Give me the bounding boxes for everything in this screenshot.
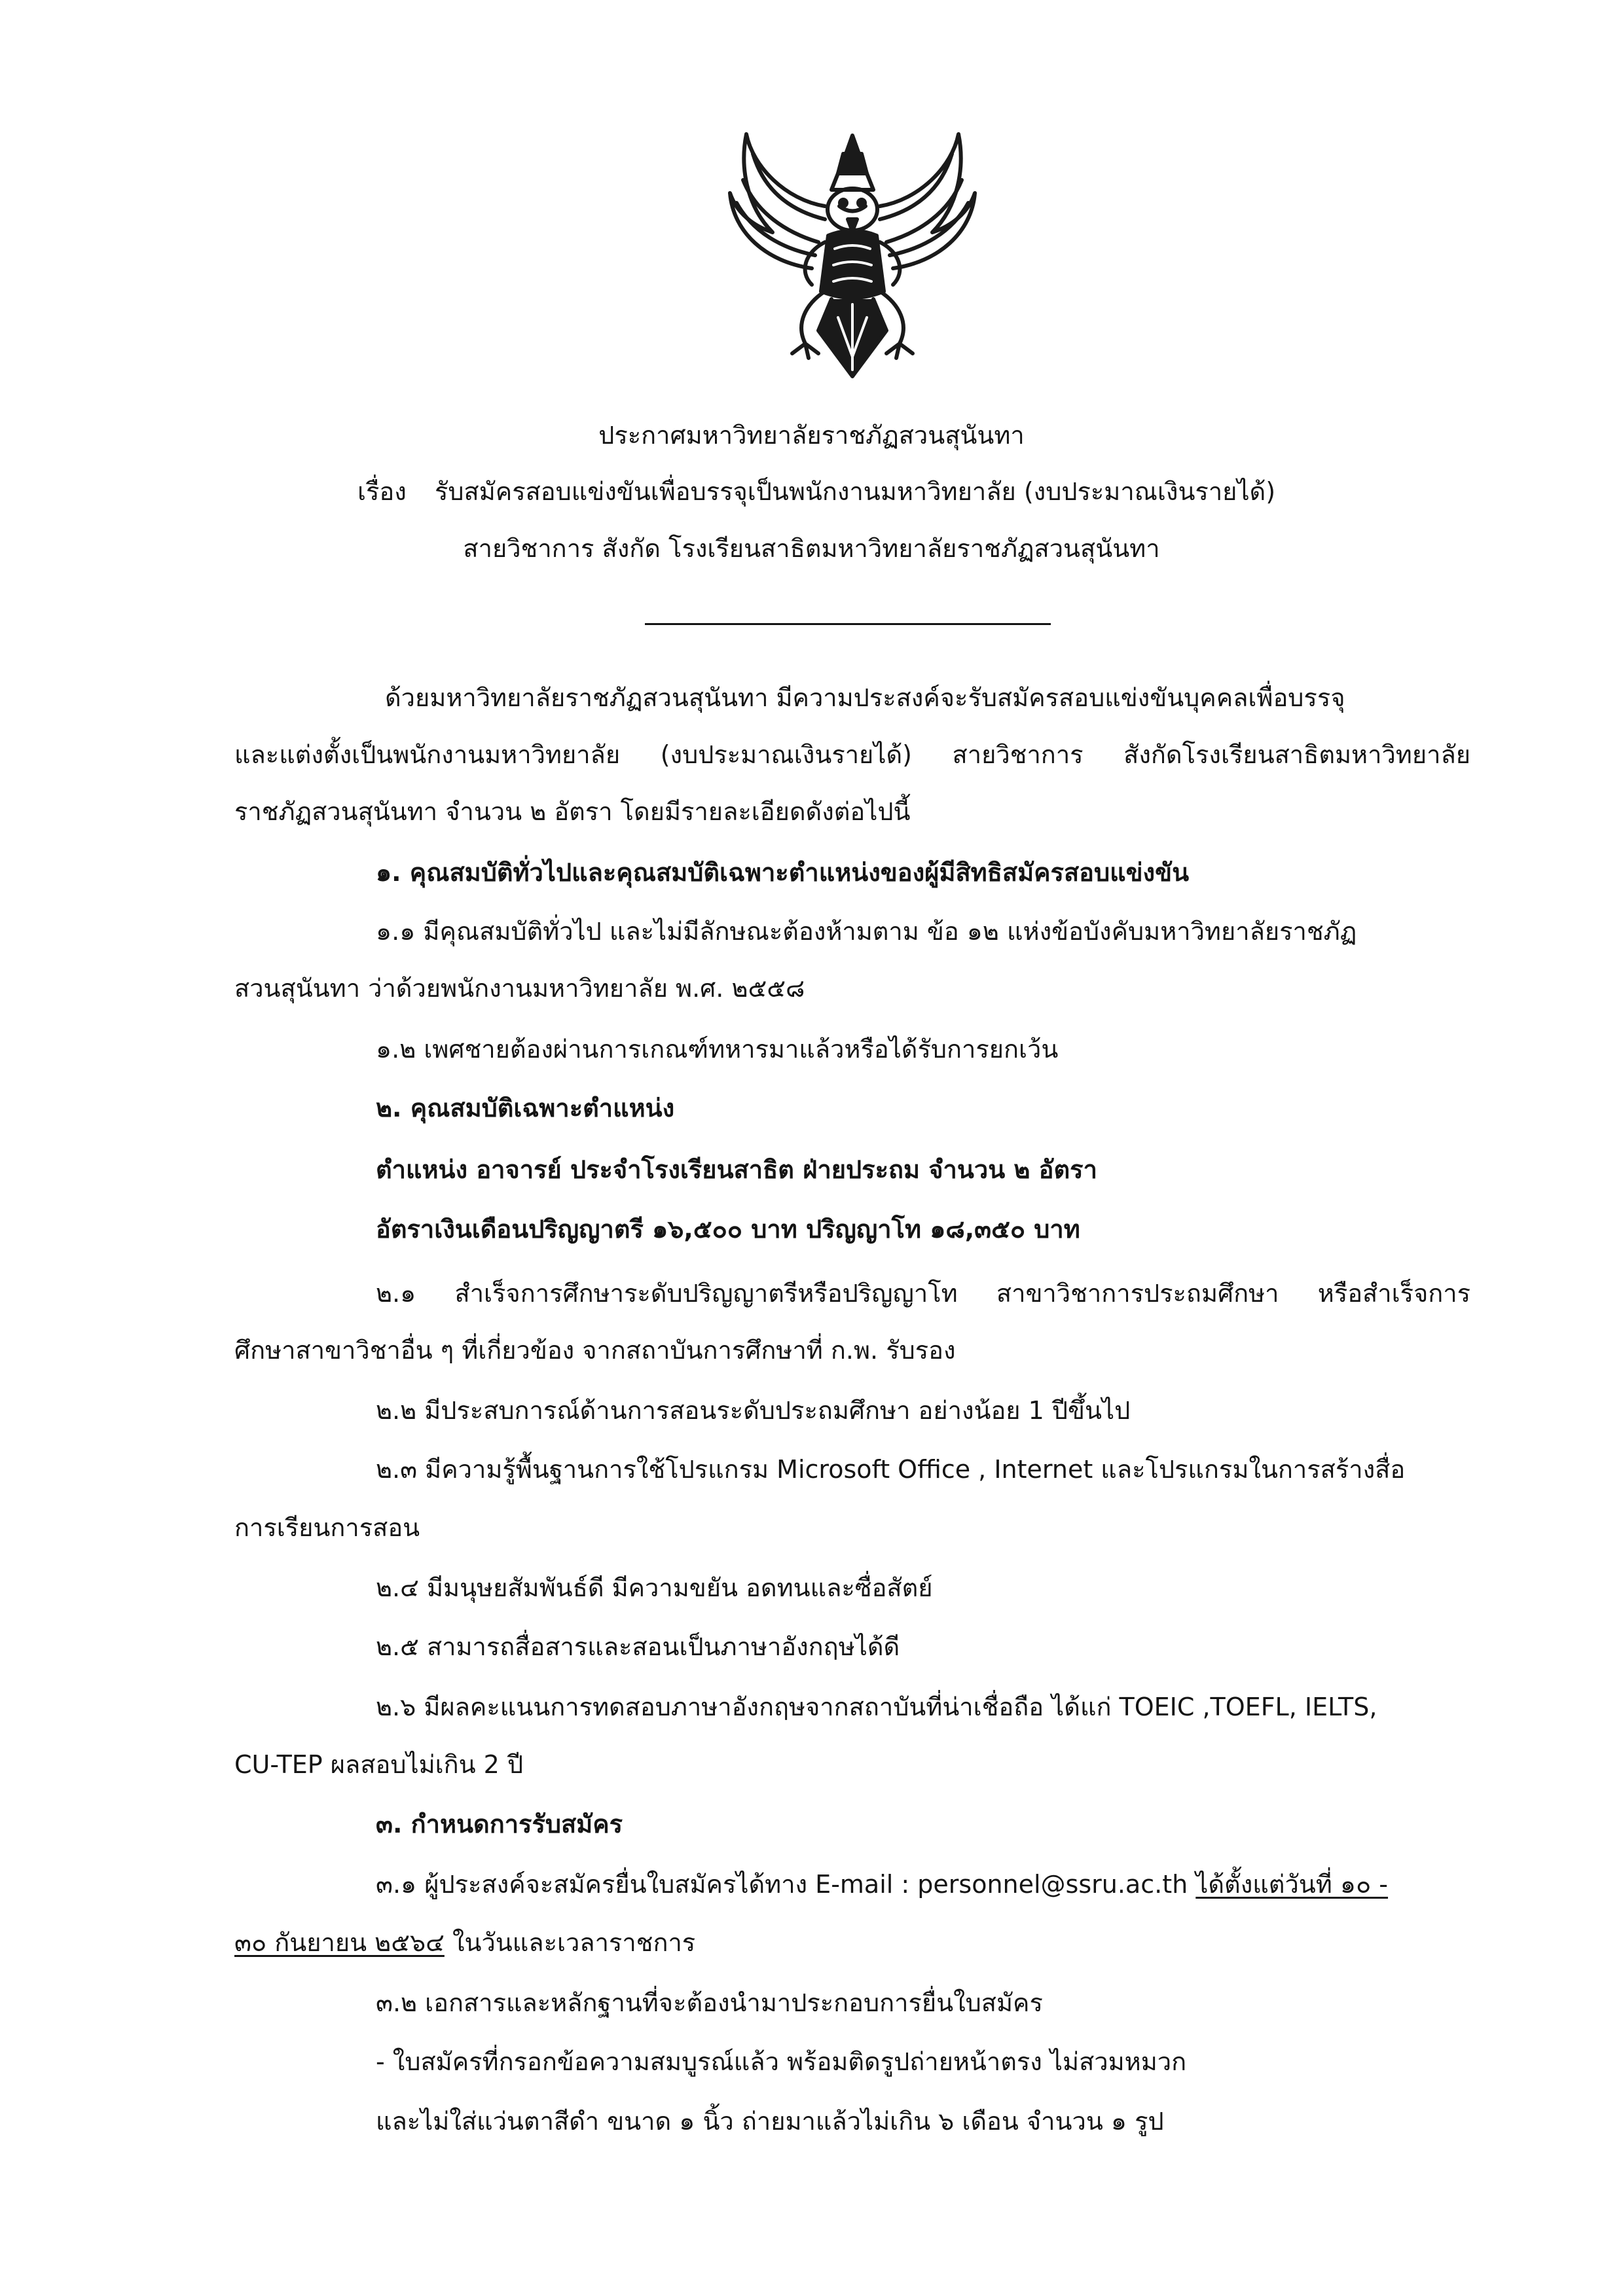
section-2-item-1-line-2: ศึกษาสาขาวิชาอื่น ๆ ที่เกี่ยวข้อง จากสถาบันการศึกษาที่ ก.พ. รับรอง bbox=[234, 1336, 956, 1365]
section-2-item-6-line-2: CU-TEP ผลสอบไม่เกิน 2 ปี bbox=[234, 1750, 524, 1779]
application-date-end: ๓๐ กันยายน ๒๕๖๔ bbox=[234, 1928, 445, 1957]
section-3-item-1-text: ๓.๑ ผู้ประสงค์จะสมัครยื่นใบสมัครได้ทาง E-mail : personnel@ssru.ac.th bbox=[376, 1870, 1196, 1899]
intro-line-1: ด้วยมหาวิทยาลัยราชภัฏสวนสุนันทา มีความประสงค์จะรับสมัครสอบแข่งขันบุคคลเพื่อบรรจุ bbox=[385, 683, 1345, 712]
section-2-item-2: ๒.๒ มีประสบการณ์ด้านการสอนระดับประถมศึกษา อย่างน้อย 1 ปีขึ้นไป bbox=[376, 1396, 1131, 1425]
section-1-heading: ๑. คุณสมบัติทั่วไปและคุณสมบัติเฉพาะตำแหน่งของผู้มีสิทธิสมัครสอบแข่งขัน bbox=[376, 858, 1190, 887]
intro-line-2: และแต่งตั้งเป็นพนักงานมหาวิทยาลัย (งบประมาณเงินรายได้) สายวิชาการ สังกัดโรงเรียนสาธิตมหาวิทยาลัย bbox=[234, 740, 1470, 769]
header-divider bbox=[645, 623, 1051, 625]
salary-rate: อัตราเงินเดือนปริญญาตรี ๑๖,๕๐๐ บาท ปริญญาโท ๑๘,๓๕๐ บาท bbox=[376, 1215, 1080, 1244]
section-1-item-1-line-1: ๑.๑ มีคุณสมบัติทั่วไป และไม่มีลักษณะต้องห้ามตาม ข้อ ๑๒ แห่งข้อบังคับมหาวิทยาลัยราชภัฏ bbox=[376, 917, 1357, 946]
section-2-item-6-line-1: ๒.๖ มีผลคะแนนการทดสอบภาษาอังกฤษจากสถาบันที่น่าเชื่อถือ ได้แก่ TOEIC ,TOEFL, IELTS, bbox=[376, 1693, 1377, 1721]
section-3-heading: ๓. กำหนดการรับสมัคร bbox=[376, 1810, 623, 1839]
announcement-title: ประกาศมหาวิทยาลัยราชภัฏสวนสุนันทา bbox=[598, 421, 1025, 450]
position-title: ตำแหน่ง อาจารย์ ประจำโรงเรียนสาธิต ฝ่ายประถม จำนวน ๒ อัตรา bbox=[376, 1155, 1097, 1184]
announcement-subject-line2: สายวิชาการ สังกัด โรงเรียนสาธิตมหาวิทยาลัยราชภัฏสวนสุนันทา bbox=[463, 534, 1160, 563]
intro-line-3: ราชภัฏสวนสุนันทา จำนวน ๒ อัตรา โดยมีรายละเอียดดังต่อไปนี้ bbox=[234, 797, 911, 826]
section-2-item-1-line-1: ๒.๑ สำเร็จการศึกษาระดับปริญญาตรีหรือปริญญาโท สาขาวิชาการประถมศึกษา หรือสำเร็จการ bbox=[376, 1279, 1470, 1308]
announcement-subject: รับสมัครสอบแข่งขันเพื่อบรรจุเป็นพนักงานมหาวิทยาลัย (งบประมาณเงินรายได้) bbox=[435, 477, 1276, 506]
section-3-item-1-line-2 bbox=[234, 1928, 695, 1959]
application-date-start: ได้ตั้งแต่วันที่ ๑๐ - bbox=[1195, 1870, 1389, 1899]
subject-label: เรื่อง bbox=[357, 477, 407, 506]
section-3-item-1-suffix: ในวันและเวลาราชการ bbox=[444, 1928, 696, 1957]
section-3-item-1-line-1 bbox=[376, 1869, 1388, 1901]
section-1-item-1-line-2: สวนสุนันทา ว่าด้วยพนักงานมหาวิทยาลัย พ.ศ. ๒๕๕๘ bbox=[234, 974, 805, 1003]
section-2-item-3-line-1: ๒.๓ มีความรู้พื้นฐานการใช้โปรแกรม Microsoft Office , Internet และโปรแกรมในการสร้างสื่อ bbox=[376, 1455, 1406, 1484]
section-2-item-3-line-2: การเรียนการสอน bbox=[234, 1513, 420, 1542]
section-2-heading: ๒. คุณสมบัติเฉพาะตำแหน่ง bbox=[376, 1094, 675, 1122]
section-3-item-2: ๓.๒ เอกสารและหลักฐานที่จะต้องนำมาประกอบการยื่นใบสมัคร bbox=[376, 1988, 1043, 2017]
section-3-bullet-1-line-2: และไม่ใส่แว่นตาสีดำ ขนาด ๑ นิ้ว ถ่ายมาแล้วไม่เกิน ๖ เดือน จำนวน ๑ รูป bbox=[376, 2107, 1164, 2136]
section-1-item-2: ๑.๒ เพศชายต้องผ่านการเกณฑ์ทหารมาแล้วหรือได้รับการยกเว้น bbox=[376, 1035, 1059, 1064]
section-2-item-5: ๒.๕ สามารถสื่อสารและสอนเป็นภาษาอังกฤษได้ดี bbox=[376, 1632, 900, 1661]
section-3-bullet-1-line-1: - ใบสมัครที่กรอกข้อความสมบูรณ์แล้ว พร้อมติดรูปถ่ายหน้าตรง ไม่สวมหมวก bbox=[376, 2047, 1187, 2076]
section-2-item-4: ๒.๔ มีมนุษยสัมพันธ์ดี มีความขยัน อดทนและซื่อสัตย์ bbox=[376, 1573, 933, 1602]
garuda-emblem-icon bbox=[727, 128, 979, 383]
